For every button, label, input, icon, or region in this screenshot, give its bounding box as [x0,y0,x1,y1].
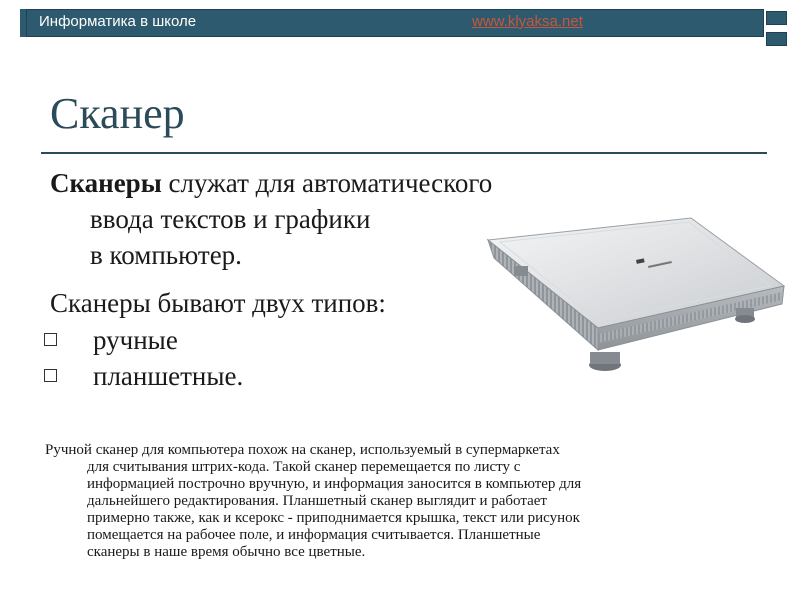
lead-line-1: служат для автоматического [161,168,493,198]
page-title: Сканер [50,89,185,138]
header-box-icon [766,32,787,46]
list-item [44,325,178,356]
paragraph-line: дальнейшего редактирования. Планшетный сканер выглядит и работает [87,493,547,509]
header-link[interactable]: www.klyaksa.net [472,13,583,30]
paragraph-line: информацией построчно вручную, и информация заносится в компьютер для [87,476,582,492]
lead-line-2: ввода текстов и графики [90,204,371,234]
description-paragraph [45,442,760,561]
list-item-label: планшетные. [93,361,244,391]
paragraph-line: примерно также, как и ксерокс - приподнимается крышка, текст или рисунок [87,510,580,526]
title-divider [41,152,767,154]
square-bullet-icon [44,369,57,382]
header-title: Информатика в школе [39,13,197,30]
header-bar [26,9,764,37]
list-item [44,361,243,392]
scanner-image [486,200,786,390]
paragraph-line: сканеры в наше время обычно все цветные. [87,544,366,560]
types-heading: Сканеры бывают двух типов: [50,288,386,318]
lead-line-3: в компьютер. [90,240,242,270]
paragraph-line: помещается на рабочее поле, и информация считывается. Планшетные [87,527,541,543]
paragraph-line: Ручной сканер для компьютера похож на сканер, используемый в супермаркетах [45,442,560,458]
lead-bold-term: Сканеры [50,168,162,198]
list-item-label: ручные [93,325,178,355]
header-box-icon [766,11,787,25]
paragraph-line: для считывания штрих-кода. Такой сканер перемещается по листу с [87,459,521,475]
square-bullet-icon [44,333,57,346]
